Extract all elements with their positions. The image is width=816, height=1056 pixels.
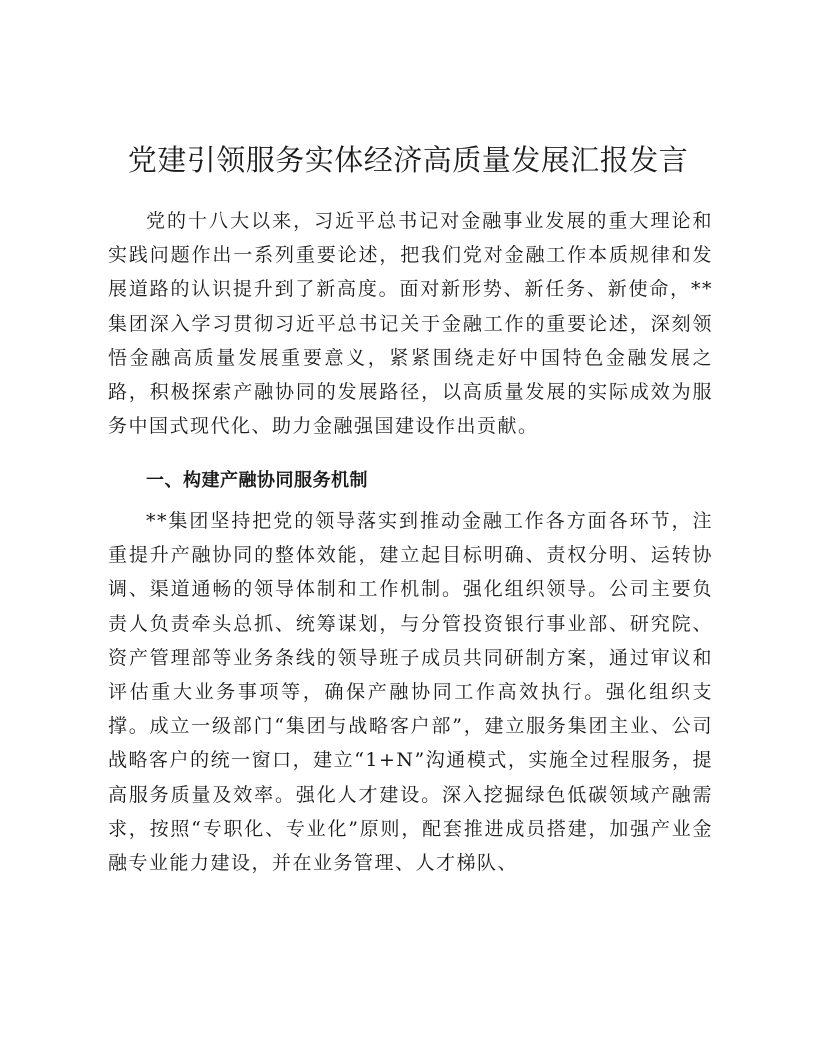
paragraph-section-1: **集团坚持把党的领导落实到推动金融工作各方面各环节，注重提升产融协同的整体效能，建立起目标明确、责权分明、运转协调、渠道通畅的领导体制和工作机制。强化组织领导。公司主要负责人负责牵头总抓、统筹谋划，与分管投资银行事业部、研究院、资产管理部等业务条线的领导班子成员共同研制方案，通过审议和评估重大业务事项等，确保产融协同工作高效执行。强化组织支撑。成立一级部门“集团与战略客户部”，建立服务集团主业、公司战略客户的统一窗口，建立“1+N”沟通模式，实施全过程服务，提高服务质量及效率。强化人才建设。深入挖掘绿色低碳领域产融需求，按照“专职化、专业化”原则，配套推进成员搭建，加强产业金融专业能力建设，并在业务管理、人才梯队、 xyxy=(108,510,713,875)
section-heading-1: 一、构建产融协同服务机制 xyxy=(146,470,368,491)
document-title: 党建引领服务实体经济高质量发展汇报发言 xyxy=(127,143,689,177)
paragraph-intro: 党的十八大以来，习近平总书记对金融事业发展的重大理论和实践问题作出一系列重要论述，把我们党对金融工作本质规律和发展道路的认识提升到了新高度。面对新形势、新任务、新使命，**集团深入学习贯彻习近平总书记关于金融工作的重要论述，深刻领悟金融高质量发展重要意义，紧紧围绕走好中国特色金融发展之路，积极探索产融协同的发展路径，以高质量发展的实际成效为服务中国式现代化、助力金融强国建设作出贡献。 xyxy=(108,210,713,438)
